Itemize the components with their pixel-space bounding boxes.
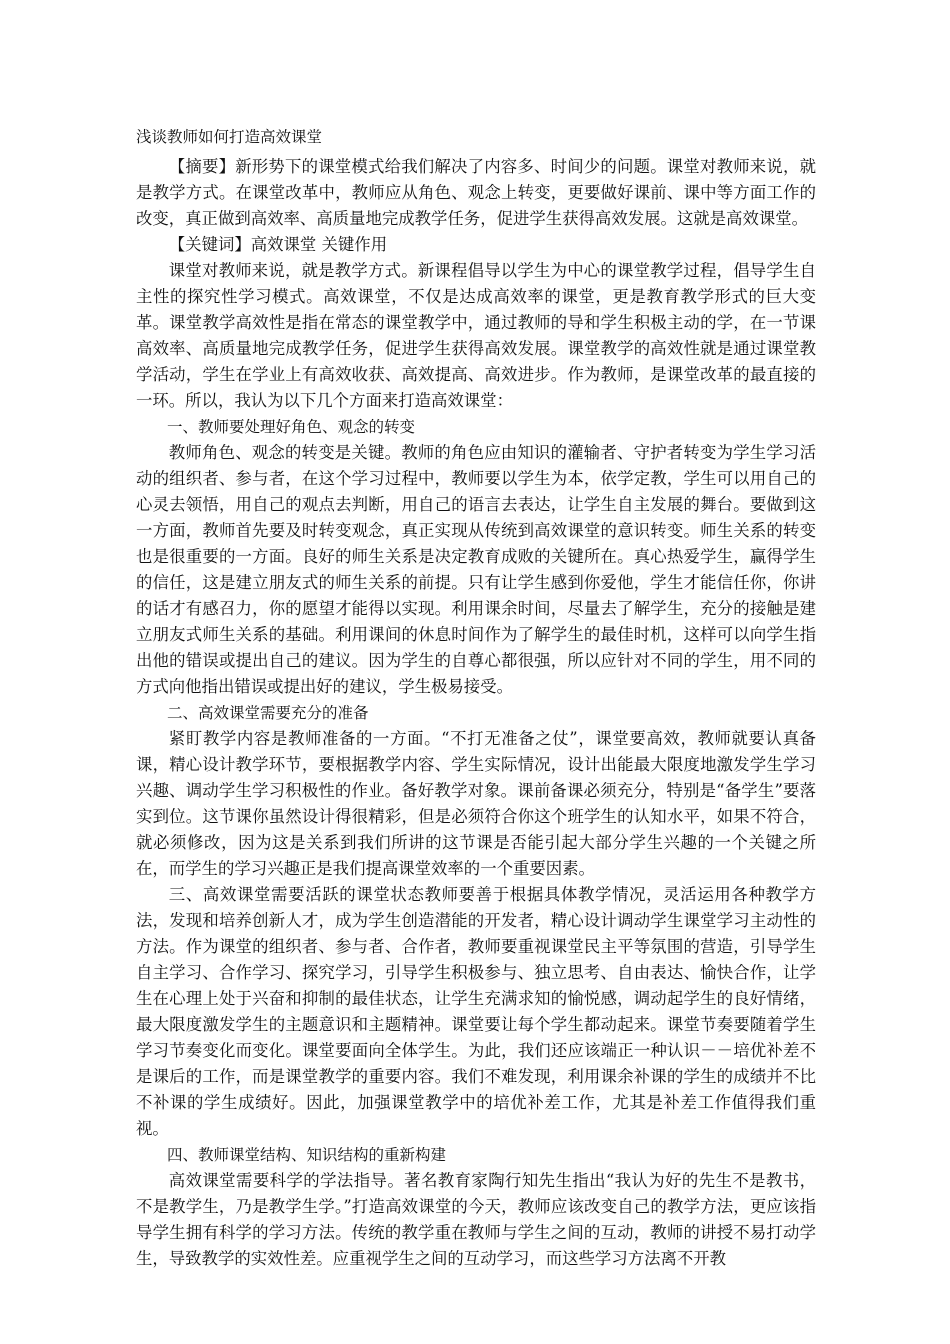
abstract-paragraph: 【摘要】新形势下的课堂模式给我们解决了内容多、时间少的问题。课堂对教师来说，就是教学方式。在课堂改革中，教师应从角色、观念上转变，更要做好课前、课中等方面工作的改变，真正做到高效率、高质量地完成教学任务，促进学生获得高效发展。这就是高效课堂。 bbox=[136, 157, 816, 228]
document-title: 浅谈教师如何打造高效课堂 bbox=[136, 128, 323, 146]
section4-heading: 四、教师课堂结构、知识结构的重新构建 bbox=[167, 1146, 447, 1164]
keywords-line: 【关键词】高效课堂 关键作用 bbox=[168, 235, 388, 254]
section1-paragraph: 教师角色、观念的转变是关键。教师的角色应由知识的灌输者、守护者转变为学生学习活动的组织者、参与者，在这个学习过程中，教师要以学生为本，依学定教，学生可以用自己的心灵去领悟，用自己的观点去判断，用自己的语言去表达，让学生自主发展的舞台。要做到这一方面，教师首先要及时转变观念，真正实现从传统到高效课堂的意识转变。师生关系的转变也是很重要的一方面。良好的师生关系是决定教育成败的关键所在。真心热爱学生，赢得学生的信任，这是建立朋友式的师生关系的前提。只有让学生感到你爱他，学生才能信任你，你讲的话才有感召力，你的愿望才能得以实现。利用课余时间，尽量去了解学生，充分的接触是建立朋友式师生关系的基础。利用课间的休息时间作为了解学生的最佳时机，这样可以向学生指出他的错误或提出自己的建议。因为学生的自尊心都很强，所以应针对不同的学生，用不同的方式向他指出错误或提出好的建议，学生极易接受。 bbox=[136, 443, 816, 696]
section2-heading: 二、高效课堂需要充分的准备 bbox=[167, 704, 369, 722]
document-page bbox=[136, 124, 816, 1272]
section2-paragraph: 紧盯教学内容是教师准备的一方面。“不打无准备之仗”，课堂要高效，教师就要认真备课，精心设计教学环节，要根据教学内容、学生实际情况，设计出能最大限度地激发学生学习兴趣、调动学生学习积极性的作业。备好教学对象。课前备课必须充分，特别是“备学生”要落实到位。这节课你虽然设计得很精彩，但是必须符合你这个班学生的认知水平，如果不符合，就必须修改，因为这是关系到我们所讲的这节课是否能引起大部分学生兴趣的一个关键之所在，而学生的学习兴趣正是我们提高课堂效率的一个重要因素。 bbox=[136, 729, 816, 878]
section3-paragraph: 三、高效课堂需要活跃的课堂状态教师要善于根据具体教学情况，灵活运用各种教学方法，发现和培养创新人才，成为学生创造潜能的开发者，精心设计调动学生课堂学习主动性的方法。作为课堂的组织者、参与者、合作者，教师要重视课堂民主平等氛围的营造，引导学生自主学习、合作学习、探究学习，引导学生积极参与、独立思考、自由表达、愉快合作，让学生在心理上处于兴奋和抑制的最佳状态，让学生充满求知的愉悦感，调动起学生的良好情绪，最大限度激发学生的主题意识和主题精神。课堂要让每个学生都动起来。课堂节奏要随着学生学习节奏变化而变化。课堂要面向全体学生。为此，我们还应该端正一种认识－－培优补差不是课后的工作，而是课堂教学的重要内容。我们不难发现，利用课余补课的学生的成绩并不比不补课的学生成绩好。因此，加强课堂教学中的培优补差工作，尤其是补差工作值得我们重视。 bbox=[136, 885, 816, 1138]
section4-paragraph: 高效课堂需要科学的学法指导。著名教育家陶行知先生指出“我认为好的先生不是教书，不是教学生，乃是教学生学。”打造高效课堂的今天，教师应该改变自己的教学方法，更应该指导学生拥有科学的学习方法。传统的教学重在教师与学生之间的互动，教师的讲授不易打动学生，导致教学的实效性差。应重视学生之间的互动学习，而这些学习方法离不开教 bbox=[136, 1171, 816, 1268]
intro-paragraph: 课堂对教师来说，就是教学方式。新课程倡导以学生为中心的课堂教学过程，倡导学生自主性的探究性学习模式。高效课堂，不仅是达成高效率的课堂，更是教育教学形式的巨大变革。课堂教学高效性是指在常态的课堂教学中，通过教师的导和学生积极主动的学，在一节课高效率、高质量地完成教学任务，促进学生获得高效发展。课堂教学的高效性就是通过课堂教学活动，学生在学业上有高效收获、高效提高、高效进步。作为教师，是课堂改革的最直接的一环。所以，我认为以下几个方面来打造高效课堂： bbox=[136, 261, 816, 410]
section1-heading: 一、教师要处理好角色、观念的转变 bbox=[167, 418, 416, 436]
